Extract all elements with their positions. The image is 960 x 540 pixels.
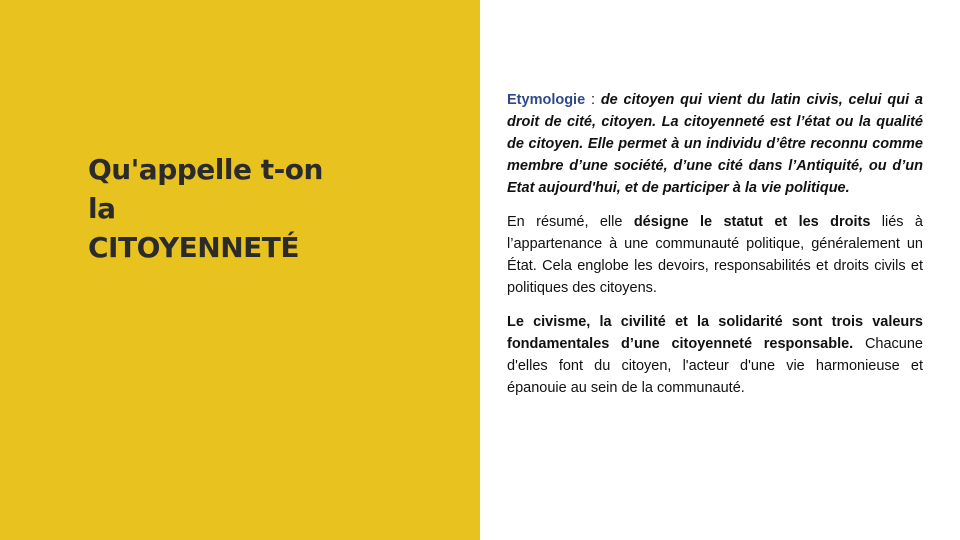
title-line-3: CITOYENNETÉ [88, 231, 299, 264]
etymology-text: de citoyen qui vient du latin civis, celui qui a droit de cité, citoyen. La citoyenneté est l’état ou la qualité de citoyen. Elle permet à un individu d’être reconnu comme membre d’une société, d’une cité dans l’Antiquité, ou d’un Etat aujourd'hui, et de participer à la vie politique. [507, 92, 923, 196]
values-paragraph [507, 311, 923, 399]
summary-rest: liés à l’appartenance à une communauté politique, généralement un État. Cela englobe les devoirs, responsabilités et droits civils et politiques des citoyens. [507, 214, 923, 296]
summary-paragraph [507, 211, 923, 299]
etymology-separator: : [585, 92, 601, 108]
summary-bold: désigne le statut et les droits [633, 214, 871, 230]
etymology-label: Etymologie [507, 92, 586, 108]
slide-title [88, 150, 388, 267]
content-text [507, 89, 923, 411]
title-line-2: la [88, 192, 116, 225]
title-line-1: Qu'appelle t-on [88, 153, 323, 186]
values-rest: Chacune d'elles font du citoyen, l'acteur d'une vie harmonieuse et épanouie au sein de la communauté. [507, 336, 923, 396]
summary-intro: En résumé, elle [507, 214, 634, 230]
etymology-paragraph [507, 89, 923, 199]
values-bold: Le civisme, la civilité et la solidarité sont trois valeurs fondamentales d’une citoyenneté responsable. [507, 314, 923, 352]
